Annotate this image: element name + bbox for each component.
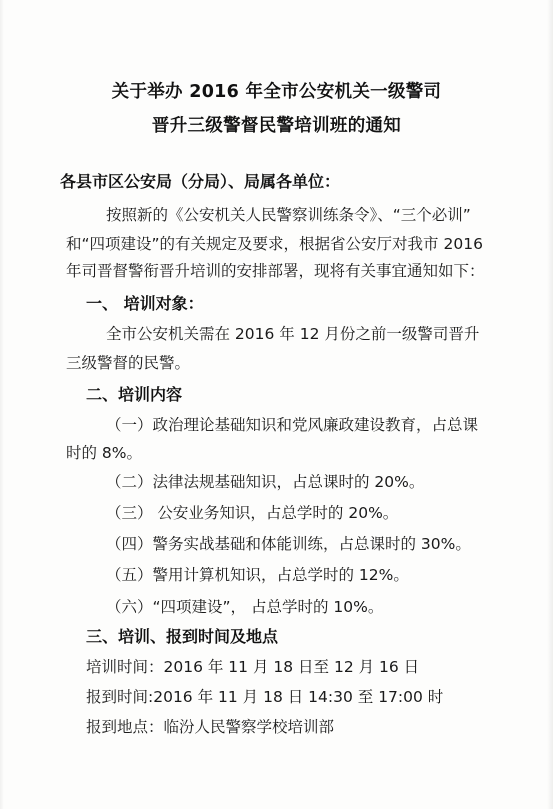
section-3-heading: 三、培训、报到时间及地点	[86, 627, 279, 646]
section-2-item-1b: 时的 8%。	[66, 444, 143, 462]
intro-line-2: 和“四项建设”的有关规定及要求，根据省公安厅对我市 2016	[66, 235, 483, 253]
section-2-item-5: （五）警用计算机知识，占总学时的 12%。	[106, 566, 409, 584]
section-2-heading: 二、培训内容	[86, 385, 183, 404]
section-1-line-1: 全市公安机关需在 2016 年 12 月份之前一级警司晋升	[106, 325, 480, 343]
document-title-line-2: 晋升三级警督民警培训班的通知	[151, 116, 402, 136]
section-1-heading: 一、 培训对象：	[86, 294, 204, 313]
section-2-item-1a: （一）政治理论基础知识和党风廉政建设教育，占总课	[106, 416, 479, 434]
intro-line-1: 按照新的《公安机关人民警察训练条令》、“三个必训”	[106, 206, 471, 224]
training-time: 培训时间：2016 年 11 月 18 日至 12 月 16 日	[86, 658, 420, 676]
document-title-line-1: 关于举办 2016 年全市公安机关一级警司	[111, 82, 442, 102]
salutation: 各县市区公安局（分局）、局属各单位：	[60, 172, 341, 191]
section-2-item-4: （四）警务实战基础和体能训练，占总课时的 30%。	[106, 535, 471, 553]
section-2-item-6: （六）“四项建设”， 占总学时的 10%。	[106, 598, 384, 616]
report-location: 报到地点：临汾人民警察学校培训部	[86, 718, 335, 736]
intro-line-3: 年司晋督警衔晋升培训的安排部署，现将有关事宜通知如下：	[66, 262, 485, 280]
section-2-item-3: （三） 公安业务知识，占总学时的 20%。	[106, 504, 399, 522]
report-time: 报到时间:2016 年 11 月 18 日 14:30 至 17:00 时	[86, 688, 444, 706]
section-1-line-2: 三级警督的民警。	[66, 354, 191, 372]
section-2-item-2: （二）法律法规基础知识，占总课时的 20%。	[106, 473, 425, 491]
